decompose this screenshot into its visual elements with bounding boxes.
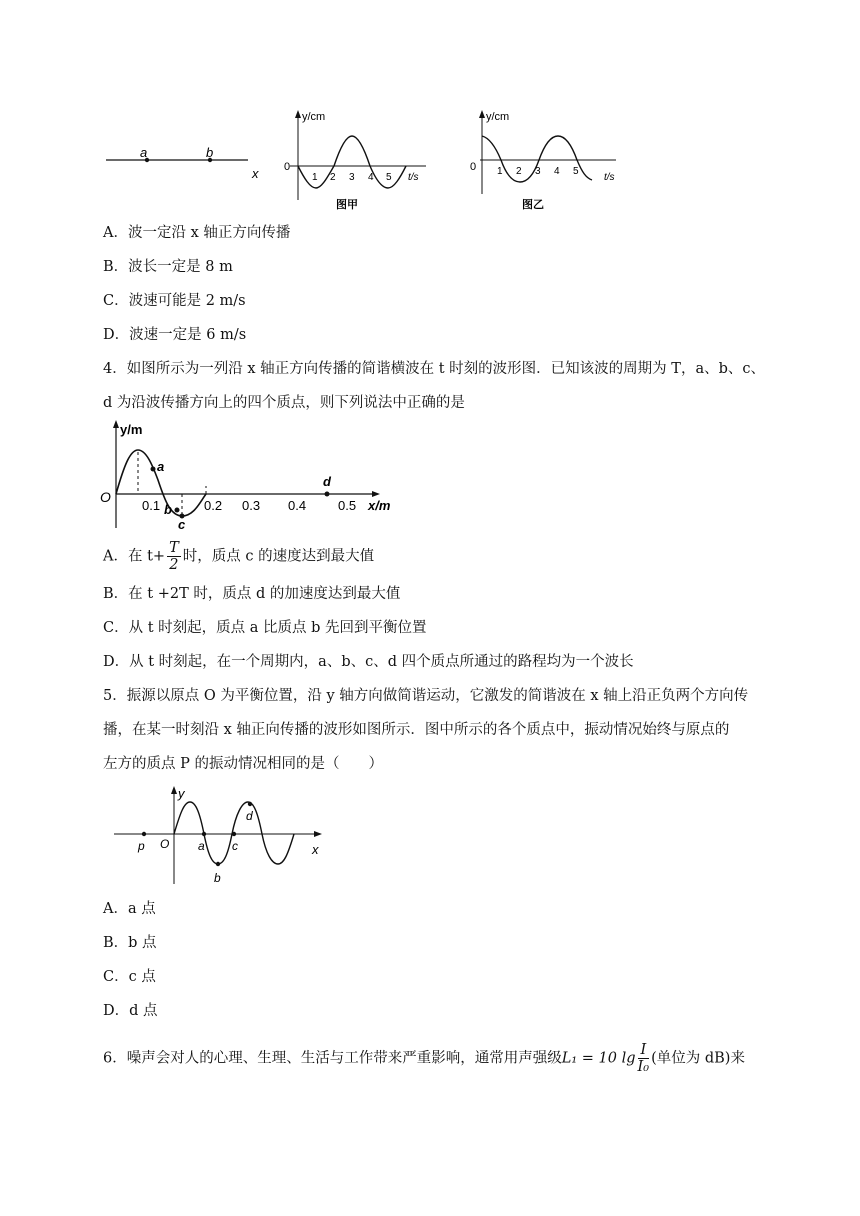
q4-option-d: D．从 t 时刻起，在一个周期内，a、b、c、d 四个质点所通过的路程均为一个波长 <box>103 654 634 670</box>
svg-text:3: 3 <box>349 172 355 183</box>
svg-text:3: 3 <box>535 166 541 177</box>
point-a: a <box>157 459 165 474</box>
svg-text:y/cm: y/cm <box>302 111 326 123</box>
formula-lhs: L₁ = 10 lg <box>561 1050 636 1067</box>
q5-option-a: A．a 点 <box>103 901 156 917</box>
point-b: b <box>164 502 172 517</box>
svg-text:O: O <box>100 489 111 505</box>
svg-text:0.4: 0.4 <box>288 498 307 513</box>
svg-text:4: 4 <box>554 166 560 177</box>
svg-text:0: 0 <box>284 161 291 173</box>
point-d: d <box>323 474 331 489</box>
svg-text:x/m: x/m <box>368 498 391 513</box>
svg-text:1: 1 <box>497 166 503 177</box>
q4-stem-line2: d 为沿波传播方向上的四个质点，则下列说法中正确的是 <box>103 395 465 411</box>
fraction-i-over-i0: $\frac{I}{\text{I₀}}$ <box>637 1042 650 1075</box>
point-c: c <box>232 839 238 853</box>
q6-stem-line1: 6．噪声会对人的心理、生理、生活与工作带来严重影响，通常用声强级L₁ = 10 lg $\frac{I}{\text{I₀}}$ (单位为 dB)来 <box>103 1042 745 1075</box>
caption-jia: 图甲 <box>336 199 358 211</box>
q5-wave-figure <box>112 784 332 886</box>
svg-text:O: O <box>160 837 170 851</box>
q5-stem-line2: 播，在某一时刻沿 x 轴正向传播的波形如图所示．图中所示的各个质点中，振动情况始终与原点的 <box>103 722 730 738</box>
q3-option-b: B．波长一定是 8 m <box>103 259 233 275</box>
point-p: p <box>138 839 145 853</box>
graph-yi <box>470 110 616 211</box>
svg-text:t/s: t/s <box>604 172 615 183</box>
q3-option-a: A．波一定沿 x 轴正方向传播 <box>103 225 291 241</box>
q5-option-b: B．b 点 <box>103 935 157 951</box>
q4-option-a: A．在 t+ $\frac{T}{2}$ 时，质点 c 的速度达到最大值 <box>103 540 375 573</box>
point-c: c <box>178 517 186 532</box>
point-b: b <box>214 871 221 885</box>
q3-option-c: C．波速可能是 2 m/s <box>103 293 246 309</box>
svg-text:5: 5 <box>386 172 392 183</box>
svg-text:t/s: t/s <box>408 172 419 183</box>
medium-line <box>106 145 259 181</box>
svg-text:0.2: 0.2 <box>204 498 223 513</box>
q5-option-d: D．d 点 <box>103 1003 158 1019</box>
q3-option-d: D．波速一定是 6 m/s <box>103 327 247 343</box>
svg-text:0.5: 0.5 <box>338 498 357 513</box>
svg-text:y/cm: y/cm <box>486 111 510 123</box>
svg-text:2: 2 <box>516 166 522 177</box>
q5-stem-line3: 左方的质点 P 的振动情况相同的是（ ） <box>103 756 383 772</box>
svg-text:y/m: y/m <box>120 422 143 437</box>
svg-text:0.1: 0.1 <box>142 498 161 513</box>
point-a: a <box>198 839 205 853</box>
point-a-label: a <box>140 145 148 160</box>
q4-wave-figure <box>98 416 408 534</box>
svg-text:5: 5 <box>573 166 579 177</box>
axis-x-label: x <box>252 166 259 181</box>
svg-text:4: 4 <box>368 172 374 183</box>
q5-stem-line1: 5．振源以原点 O 为平衡位置，沿 y 轴方向做简谐运动，它激发的简谐波在 x 轴上沿正负两个方向传 <box>103 688 749 704</box>
q5-option-c: C．c 点 <box>103 969 156 985</box>
q4-option-c: C．从 t 时刻起，质点 a 比质点 b 先回到平衡位置 <box>103 620 427 636</box>
fraction-t-over-2: $\frac{T}{2}$ <box>169 540 179 573</box>
caption-yi: 图乙 <box>522 199 544 211</box>
q4-stem-line1: 4．如图所示为一列沿 x 轴正方向传播的简谐横波在 t 时刻的波形图．已知该波的周期为 T，a、b、c、 <box>103 361 765 377</box>
svg-text:y: y <box>178 786 185 801</box>
svg-text:0.3: 0.3 <box>242 498 261 513</box>
graph-jia <box>284 110 426 211</box>
svg-text:2: 2 <box>330 172 336 183</box>
point-b-label: b <box>206 145 214 160</box>
point-d: d <box>246 809 253 823</box>
q4-option-b: B．在 t +2T 时，质点 d 的加速度达到最大值 <box>103 586 401 602</box>
svg-text:1: 1 <box>312 172 318 183</box>
svg-text:0: 0 <box>470 161 477 173</box>
q3-figure <box>100 100 620 220</box>
svg-text:x: x <box>312 842 319 857</box>
